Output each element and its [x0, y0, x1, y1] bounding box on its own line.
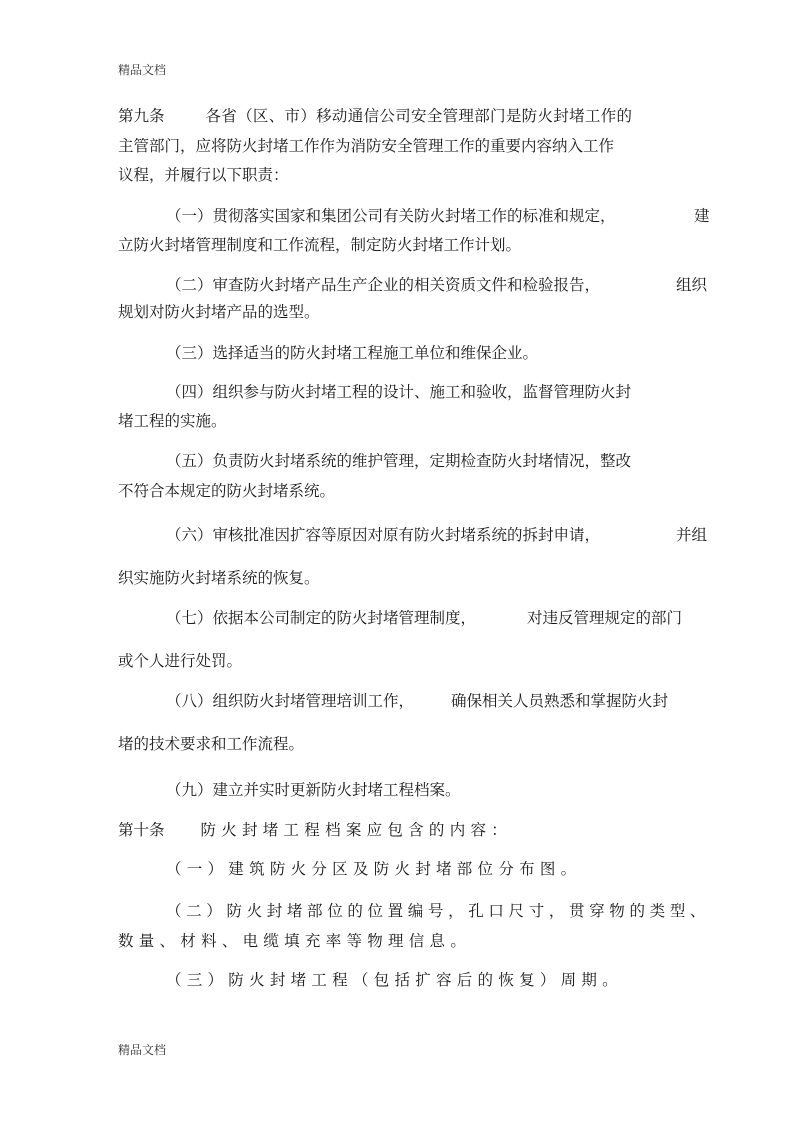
item-6-line-2: 织实施防火封堵系统的恢复。 [118, 569, 320, 587]
article-9-label: 第九条 [118, 107, 165, 125]
item-9-line-1: （九）建立并实时更新防火封堵工程档案。 [166, 781, 461, 799]
item-4-line-2: 堵工程的实施。 [118, 412, 227, 430]
article-10-line-1 [118, 820, 512, 840]
item-7-line-1: （七）依据本公司制定的防火封堵管理制度， [166, 609, 477, 627]
article-9-line-2: 主管部门，应将防火封堵工作作为消防安全管理工作的重要内容纳入工作 [118, 137, 615, 155]
article-9-text: 各省（区、市）移动通信公司安全管理部门是防火封堵工作的 [205, 107, 633, 125]
page-footer: 精品文档 [118, 1043, 167, 1057]
page-header: 精品文档 [118, 63, 167, 77]
item-6-tail: 并组 [676, 526, 708, 544]
article-10-item-2-line-1: （二）防火封堵部位的位置编号，孔口尺寸，贯穿物的类型、 [166, 902, 711, 920]
article-10-label: 第十条 [118, 821, 165, 839]
article-9-line-1 [118, 106, 632, 126]
item-1-line-2: 立防火封堵管理制度和工作流程，制定防火封堵工作计划。 [118, 236, 522, 254]
item-2-line-2: 规划对防火封堵产品的选型。 [118, 303, 320, 321]
item-8-line-1: （八）组织防火封堵管理培训工作， [166, 692, 415, 710]
item-8-line-2: 堵的技术要求和工作流程。 [118, 735, 305, 753]
item-2-tail: 组织 [676, 276, 708, 294]
item-1-line-1 [166, 206, 616, 226]
item-5-line-1: （五）负责防火封堵系统的维护管理，定期检查防火封堵情况，整改 [166, 452, 632, 470]
item-5-line-2: 不符合本规定的防火封堵系统。 [118, 482, 336, 500]
article-10-item-1: （一）建筑防火分区及防火封堵部位分布图。 [166, 860, 582, 878]
item-4-line-1: （四）组织参与防火封堵工程的设计、施工和验收，监督管理防火封 [166, 383, 632, 401]
item-1-tail: 建 [694, 207, 710, 225]
article-9-line-3: 议程，并履行以下职责： [118, 166, 289, 184]
item-1-text: （一）贯彻落实国家和集团公司有关防火封堵工作的标准和规定， [166, 207, 616, 225]
article-10-text: 防火封堵工程档案应包含的内容： [200, 821, 513, 839]
item-2-line-1: （二）审查防火封堵产品生产企业的相关资质文件和检验报告， [166, 276, 601, 294]
item-7-line-2: 或个人进行处罚。 [118, 652, 243, 670]
item-6-line-1: （六）审核批准因扩容等原因对原有防火封堵系统的拆封申请， [166, 526, 601, 544]
item-8-tail: 确保相关人员熟悉和掌握防火封 [451, 692, 669, 710]
article-10-item-2-line-2: 数量、材料、电缆填充率等物理信息。 [118, 932, 472, 950]
article-10-item-3: （三）防火封堵工程（包括扩容后的恢复）周期。 [166, 971, 623, 989]
item-7-tail: 对违反管理规定的部门 [527, 609, 683, 627]
item-3-line-1: （三）选择适当的防火封堵工程施工单位和维保企业。 [166, 344, 539, 362]
